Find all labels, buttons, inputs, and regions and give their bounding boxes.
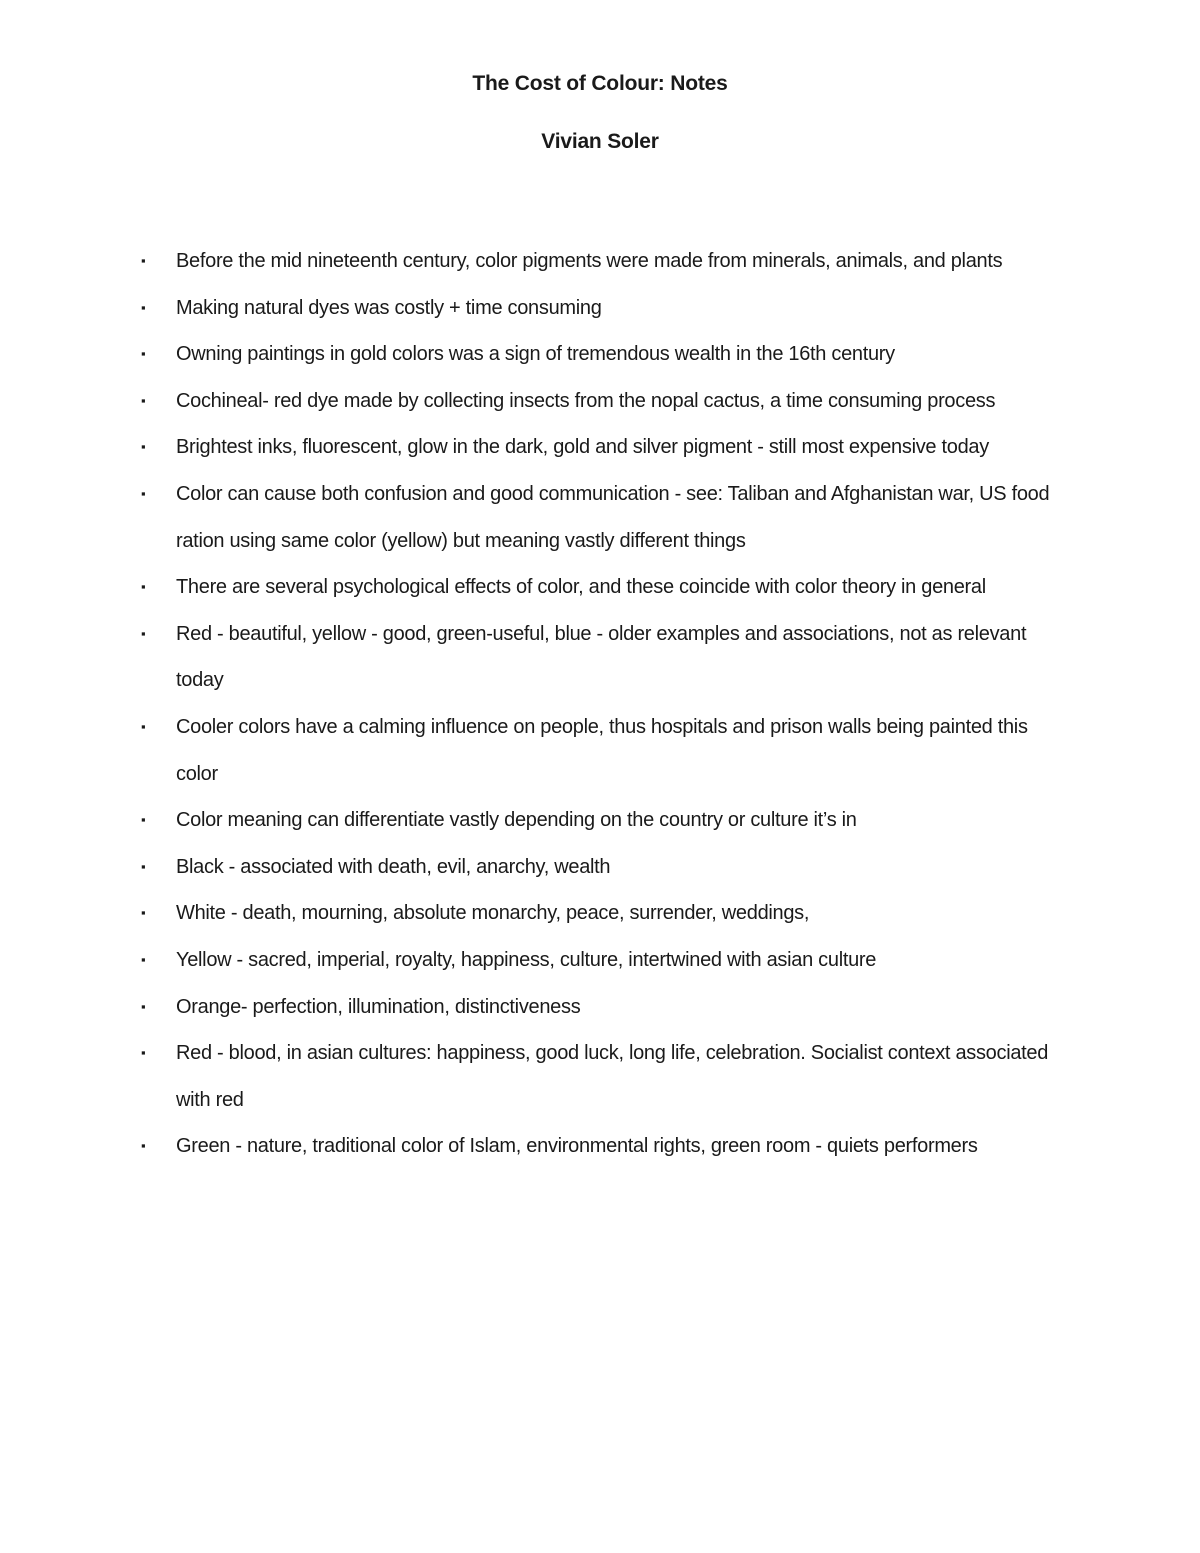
note-text: Cooler colors have a calming influence on people, thus hospitals and prison walls being painted this color <box>176 715 1028 785</box>
note-text: Red - beautiful, yellow - good, green-useful, blue - older examples and associations, not as relevant today <box>176 622 1027 692</box>
list-item <box>0 890 1066 937</box>
list-item <box>0 704 1066 797</box>
note-text: Before the mid nineteenth century, color pigments were made from minerals, animals, and plants <box>176 250 1003 272</box>
bullet-icon: ▪ <box>141 625 146 641</box>
note-text: Red - blood, in asian cultures: happiness, good luck, long life, celebration. Socialist context associated with red <box>176 1042 1049 1111</box>
list-item <box>0 285 1066 332</box>
bullet-icon: ▪ <box>141 299 146 315</box>
list-item <box>0 564 1066 611</box>
bullet-icon: ▪ <box>141 485 146 501</box>
list-item <box>0 471 1066 564</box>
bullet-icon: ▪ <box>141 905 146 921</box>
list-item <box>0 611 1066 704</box>
note-text: There are several psychological effects of color, and these coincide with color theory in general <box>176 576 986 599</box>
list-item <box>0 1123 1066 1170</box>
note-text: Black - associated with death, evil, anarchy, wealth <box>176 855 611 878</box>
list-item <box>0 238 1066 285</box>
bullet-icon: ▪ <box>141 858 146 874</box>
list-item <box>0 331 1066 378</box>
note-text: Yellow - sacred, imperial, royalty, happiness, culture, intertwined with asian culture <box>176 948 877 971</box>
note-text: Color meaning can differentiate vastly depending on the country or culture it’s in <box>176 809 857 832</box>
note-text: Owning paintings in gold colors was a sign of tremendous wealth in the 16th century <box>176 343 895 366</box>
bullet-icon: ▪ <box>141 812 146 828</box>
bullet-icon: ▪ <box>141 998 146 1014</box>
note-text: White - death, mourning, absolute monarchy, peace, surrender, weddings, <box>176 902 810 925</box>
bullet-icon: ▪ <box>141 718 146 734</box>
note-text: Brightest inks, fluorescent, glow in the dark, gold and silver pigment - still most expensive today <box>176 436 989 459</box>
bullet-icon: ▪ <box>141 951 146 967</box>
page-title: The Cost of Colour: Notes <box>472 72 728 95</box>
list-item <box>0 1030 1066 1123</box>
list-item <box>0 937 1066 984</box>
notes-list <box>0 238 1200 1170</box>
bullet-icon: ▪ <box>141 253 146 268</box>
note-text: Green - nature, traditional color of Islam, environmental rights, green room - quiets performers <box>176 1135 978 1158</box>
note-text: Orange- perfection, illumination, distinctiveness <box>176 995 581 1018</box>
bullet-icon: ▪ <box>141 346 146 362</box>
list-item <box>0 378 1066 425</box>
note-text: Making natural dyes was costly + time consuming <box>176 296 602 319</box>
bullet-icon: ▪ <box>141 439 146 455</box>
bullet-icon: ▪ <box>141 579 146 595</box>
author-name: Vivian Soler <box>541 130 659 153</box>
bullet-icon: ▪ <box>141 1138 146 1154</box>
note-text: Color can cause both confusion and good communication - see: Taliban and Afghanistan war, US food ration using same color (yellow) but meaning vastly different things <box>176 482 1050 552</box>
note-text: Cochineal- red dye made by collecting insects from the nopal cactus, a time consuming process <box>176 389 996 412</box>
bullet-icon: ▪ <box>141 392 146 408</box>
bullet-icon: ▪ <box>141 1045 146 1061</box>
list-item <box>0 984 1066 1031</box>
list-item <box>0 797 1066 844</box>
list-item <box>0 844 1066 891</box>
list-item <box>0 424 1066 471</box>
